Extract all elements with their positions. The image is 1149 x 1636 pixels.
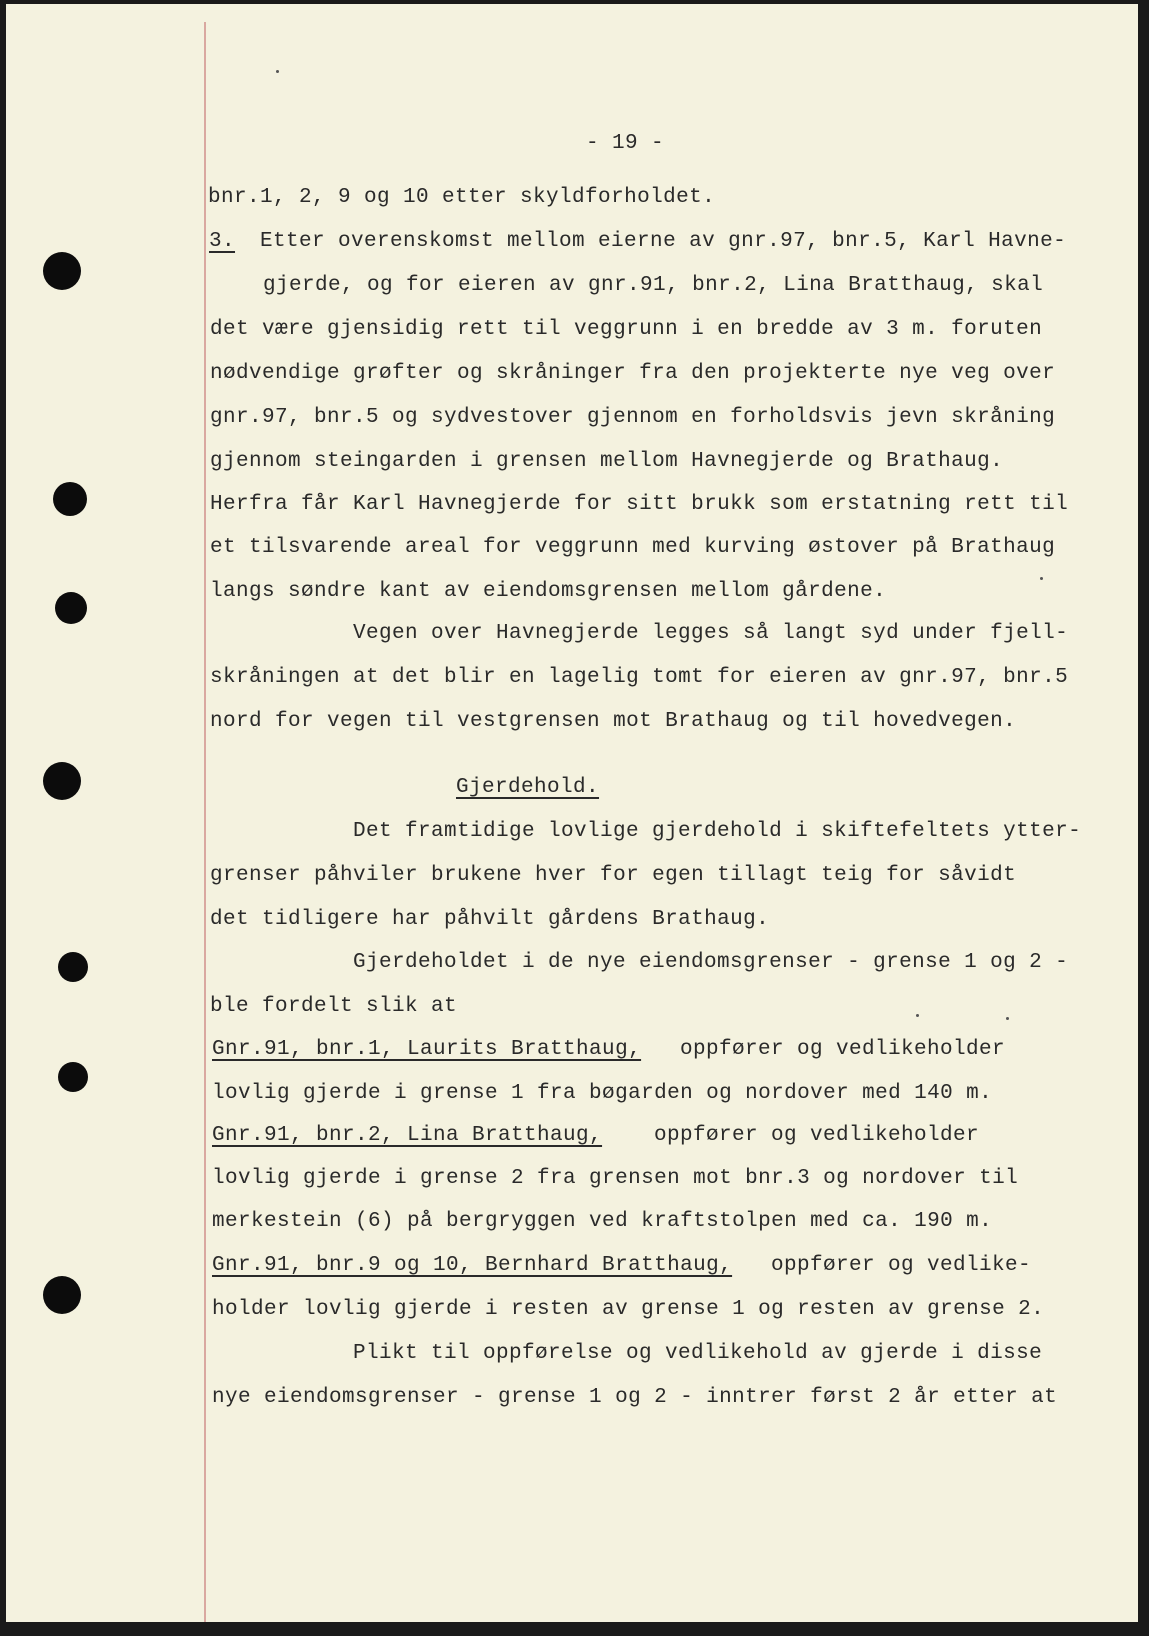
section-heading: Gjerdehold. (456, 776, 600, 799)
margin-rule (204, 22, 206, 1622)
text-line: lovlig gjerde i grense 2 fra grensen mot bnr.3 og nordover til (212, 1167, 1019, 1190)
text-line: oppfører og vedlike- (771, 1254, 1032, 1277)
paper-speck (1040, 577, 1043, 580)
document-page (6, 4, 1138, 1622)
punch-hole (43, 252, 81, 290)
text-line: oppfører og vedlikeholder (654, 1124, 980, 1147)
text-line: skråningen at det blir en lagelig tomt for eieren av gnr.97, bnr.5 (210, 666, 1069, 689)
text-line: det være gjensidig rett til veggrunn i en bredde av 3 m. foruten (210, 318, 1043, 341)
text-line: merkestein (6) på bergryggen ved kraftstolpen med ca. 190 m. (212, 1210, 993, 1233)
text-line: nord for vegen til vestgrensen mot Brathaug og til hovedvegen. (210, 710, 1017, 733)
text-line: Det framtidige lovlige gjerdehold i skiftefeltets ytter- (353, 820, 1082, 843)
punch-hole (58, 1062, 88, 1092)
text-line: Gjerdeholdet i de nye eiendomsgrenser - grense 1 og 2 - (353, 951, 1069, 974)
text-line: oppfører og vedlikeholder (680, 1038, 1006, 1061)
punch-hole (55, 592, 87, 624)
text-line: nye eiendomsgrenser - grense 1 og 2 - inntrer først 2 år etter at (212, 1386, 1058, 1409)
text-line: bnr.1, 2, 9 og 10 etter skyldforholdet. (208, 186, 716, 209)
owner-name: Gnr.91, bnr.9 og 10, Bernhard Bratthaug, (212, 1254, 733, 1277)
text-line: et tilsvarende areal for veggrunn med kurving østover på Brathaug (210, 536, 1056, 559)
text-line: langs søndre kant av eiendomsgrensen mellom gårdene. (210, 580, 887, 603)
text-line: lovlig gjerde i grense 1 fra bøgarden og nordover med 140 m. (212, 1082, 993, 1105)
punch-hole (43, 762, 81, 800)
owner-name: Gnr.91, bnr.2, Lina Bratthaug, (212, 1124, 603, 1147)
text-line: Plikt til oppførelse og vedlikehold av gjerde i disse (353, 1342, 1043, 1365)
text-line: Herfra får Karl Havnegjerde for sitt brukk som erstatning rett til (210, 493, 1069, 516)
punch-hole (58, 952, 88, 982)
text-line: Vegen over Havnegjerde legges så langt syd under fjell- (353, 622, 1069, 645)
text-line: nødvendige grøfter og skråninger fra den projekterte nye veg over (210, 362, 1056, 385)
paper-speck (1006, 1017, 1009, 1020)
text-line: Etter overenskomst mellom eierne av gnr.97, bnr.5, Karl Havne- (260, 230, 1067, 253)
text-line: det tidligere har påhvilt gårdens Brathaug. (210, 908, 770, 931)
text-line: holder lovlig gjerde i resten av grense 1 og resten av grense 2. (212, 1298, 1045, 1321)
paper-speck (916, 1014, 919, 1017)
paper-speck (276, 70, 279, 73)
text-line: grenser påhviler brukene hver for egen tillagt teig for såvidt (210, 864, 1017, 887)
text-line: gjennom steingarden i grensen mellom Havnegjerde og Brathaug. (210, 450, 1004, 473)
text-line: gnr.97, bnr.5 og sydvestover gjennom en forholdsvis jevn skråning (210, 406, 1056, 429)
text-line: gjerde, og for eieren av gnr.91, bnr.2, Lina Bratthaug, skal (263, 274, 1044, 297)
paragraph-number: 3. (209, 230, 236, 253)
punch-hole (53, 482, 87, 516)
page-number: - 19 - (586, 132, 665, 155)
text-line: ble fordelt slik at (210, 995, 458, 1018)
owner-name: Gnr.91, bnr.1, Laurits Bratthaug, (212, 1038, 642, 1061)
punch-hole (43, 1276, 81, 1314)
